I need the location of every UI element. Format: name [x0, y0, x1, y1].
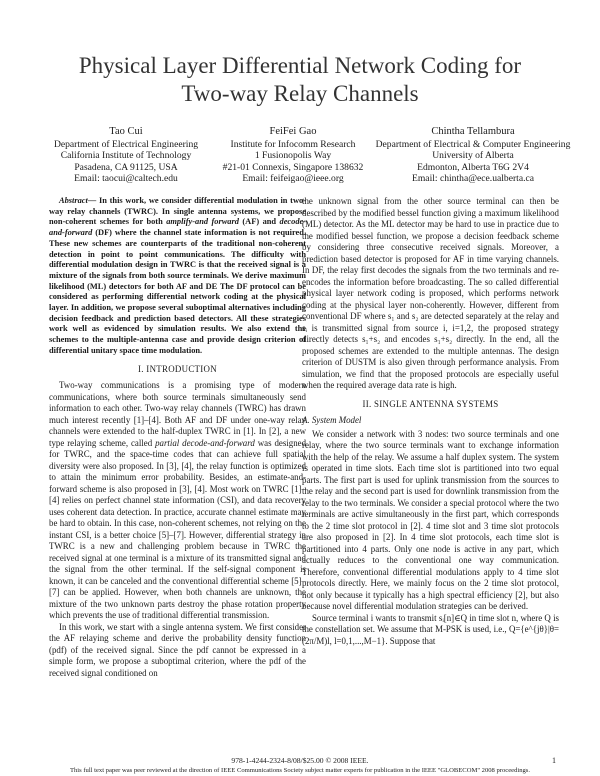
intro-paragraph-1: [49, 380, 306, 622]
author-affiliation: California Institute of Technology: [60, 150, 192, 162]
emphasis-term: partial decode-and-forward: [155, 437, 255, 448]
abstract-af-term: amplify-and forward: [166, 217, 239, 227]
author-address: Edmonton, Alberta T6G 2V4: [417, 161, 529, 173]
author-3: [373, 126, 573, 185]
section-heading-introduction: I. INTRODUCTION: [138, 363, 217, 374]
author-1: [38, 126, 214, 185]
author-email: Email: taocui@caltech.edu: [74, 173, 178, 185]
abstract-text: In this work, we consider differential modulation in two-way relay channels (TWRC). In single antenna systems, we propose non-coherent schemes for both: [49, 196, 306, 227]
page-number: 1: [552, 756, 556, 765]
author-address: #21-01 Connexis, Singapore 138632: [222, 161, 364, 173]
abstract-label: Abstract—: [59, 196, 97, 205]
right-column: [302, 196, 559, 647]
author-affiliation: Institute for Infocomm Research: [230, 138, 356, 150]
author-name: Tao Cui: [109, 126, 143, 137]
author-name: Chintha Tellambura: [431, 126, 515, 137]
title-line-2: Two-way Relay Channels: [181, 81, 419, 106]
footer-review-note: This full text paper was peer reviewed at the direction of IEEE Communications Society subject matter experts for publication in the IEEE "GLOBECOM" 2008 proceedings.: [69, 767, 531, 774]
system-model-paragraph-2: Source terminal i wants to transmit sᵢ[n]∈Q in time slot n, where Q is the constellation set. We assume that M-PSK is used, i.e., Q={e^{jθ}|θ=(2π/M)l, l=0,1,...,M−1}. Suppose that: [302, 612, 559, 646]
author-address: Pasadena, CA 91125, USA: [74, 161, 178, 173]
author-2: [214, 126, 372, 185]
paragraph-text: was designed for TWRC, and the space-time codes that can achieve full spatial diversity were also proposed. In [3], [4], the relay function is optimized to attain the minimum error probability. Besides, an estimate-and-forward scheme is also proposed in [3], [4]. Most work on TWRC [1]–[4] relies on perfect channel state information (CSI), and data recovery uses coherent data detection. In practice, accurate channel estimate may be hard to obtain. In this case, non-coherent schemes, not relying on the instant CSI, is a better choice [5]–[7]. However, differential strategy in TWRC is a new and challenging problem because in TWRC the received signal at one terminal is a mixture of its transmitted signal and the signal from the other terminal. If the self-signal component is known, it can be canceled and the conventional differential scheme [5]–[7] can be applied. However, when both channels are unknown, the mixture of the two unknown parts destroy the phase rotation property which prevents the use of traditional differential transmission.: [49, 437, 307, 621]
paper-title: [0, 52, 600, 108]
intro-paragraph-2: In this work, we start with a single antenna system. We first consider the AF relaying scheme and derive the probability density function (pdf) of the received signal. Since the pdf cannot be expressed in a simple form, we propose a suboptimal criterion, where the pdf of the received signal conditioned on: [49, 621, 306, 678]
author-email: Email: feifeigao@ieee.org: [242, 173, 344, 185]
author-block: [40, 126, 570, 188]
author-email: Email: chintha@ece.ualberta.ca: [411, 173, 535, 185]
system-model-paragraph-1: We consider a network with 3 nodes: two source terminals and one relay, where the two source terminals want to exchange information with the help of the relay. We assume a half duplex system. The system is operated in time slots. Each time slot is partitioned into two equal parts. The first part is used for uplink transmission from the sources to the relay and the second part is used for downlink transmission from the relay to the two terminals. We consider a special protocol where the two terminals are active simultaneously in the first part, which corresponds to the 2 time slot protocol in [2]. 4 time slot and 3 time slot protocols are also proposed in [2]. In 4 time slot protocols, each time slot is partitioned into 4 parts. Only one node is active in any part, which actually reduces to the conventional one way communication. Therefore, conventional differential modulations apply to 4 time slot protocols directly. Here, we mainly focus on the 2 time slot protocol, not only because it typically has a high spectral efficiency [2], but also because novel differential modulation strategies can be derived.: [302, 428, 559, 611]
left-column: [49, 196, 306, 679]
abstract-text: (DF) where the channel state information is not required. These new schemes are counterparts of the traditional non-coherent detection in point to point communications. The difficulty with differential modulation design in TWRC is that the received signal is a mixture of the signals from both source terminals. We derive maximum likelihood (ML) detectors for both AF and DE The DF protocol can be considered as performing differential network coding at the physical layer. In addition, we propose several suboptimal alternatives including decision feedback and prediction based detectors. All these strategies work well as evidenced by simulation results. We also extend the schemes to the multiple-antenna case and provide design criterion of differential unitary space time modulation.: [49, 228, 307, 355]
title-line-1: Physical Layer Differential Network Coding for: [78, 53, 522, 78]
author-name: FeiFei Gao: [269, 126, 317, 137]
author-affiliation: 1 Fusionopolis Way: [254, 150, 332, 162]
author-affiliation: University of Alberta: [432, 150, 514, 162]
author-affiliation: Department of Electrical Engineering: [53, 138, 199, 150]
abstract: [49, 196, 306, 357]
author-affiliation: Department of Electrical & Computer Engineering: [375, 138, 571, 150]
paragraph-text: Two-way communications is a promising type of modern communications, where both source terminals simultaneously send information to each other. Two-way relay channels (TWRC) has drawn much interest recently [1]–[4]. Both AF and DF under one-way relay channels were extended to the half-duplex TWRC in [1]. In [2], a new type relaying scheme, called: [49, 380, 306, 448]
section-heading-single-antenna: II. SINGLE ANTENNA SYSTEMS: [362, 398, 499, 409]
footer-isbn: 978-1-4244-2324-8/08/$25.00 © 2008 IEEE.: [231, 756, 369, 765]
right-paragraph-1: the unknown signal from the other source terminal can then be described by the modified bessel function giving a maximum likelihood (ML) detector. As the ML detector may be hard to use in practice due to the modified bessel function, we propose a decision feedback scheme by considering three consecutive received signals. Moreover, a prediction based detector is proposed for AF in time varying channels. In DF, the relay first decodes the signals from the two terminals and re-encodes the information before broadcasting. The so called differential physical layer network coding is proposed, which performs network coding at the physical layer non-coherently. However, different from conventional DF where s₁ and s₂ are detected separately at the relay and sᵢ is transmitted signal from source i, i=1,2, the proposed strategy directly detects s₁+s₂ and encodes s₁+s₂ directly. In the end, all the proposed schemes are extended to the multiple antennas. The design criterion of DUSTM is also given through performance analysis. From simulation, we find that the proposed protocols are especially useful when the required average data rate is high.: [302, 196, 559, 390]
subsection-heading-system-model: A. System Model: [302, 415, 362, 425]
abstract-text: (AF) and: [242, 217, 277, 227]
abstract-df-term: decode-and-forward: [49, 217, 307, 238]
